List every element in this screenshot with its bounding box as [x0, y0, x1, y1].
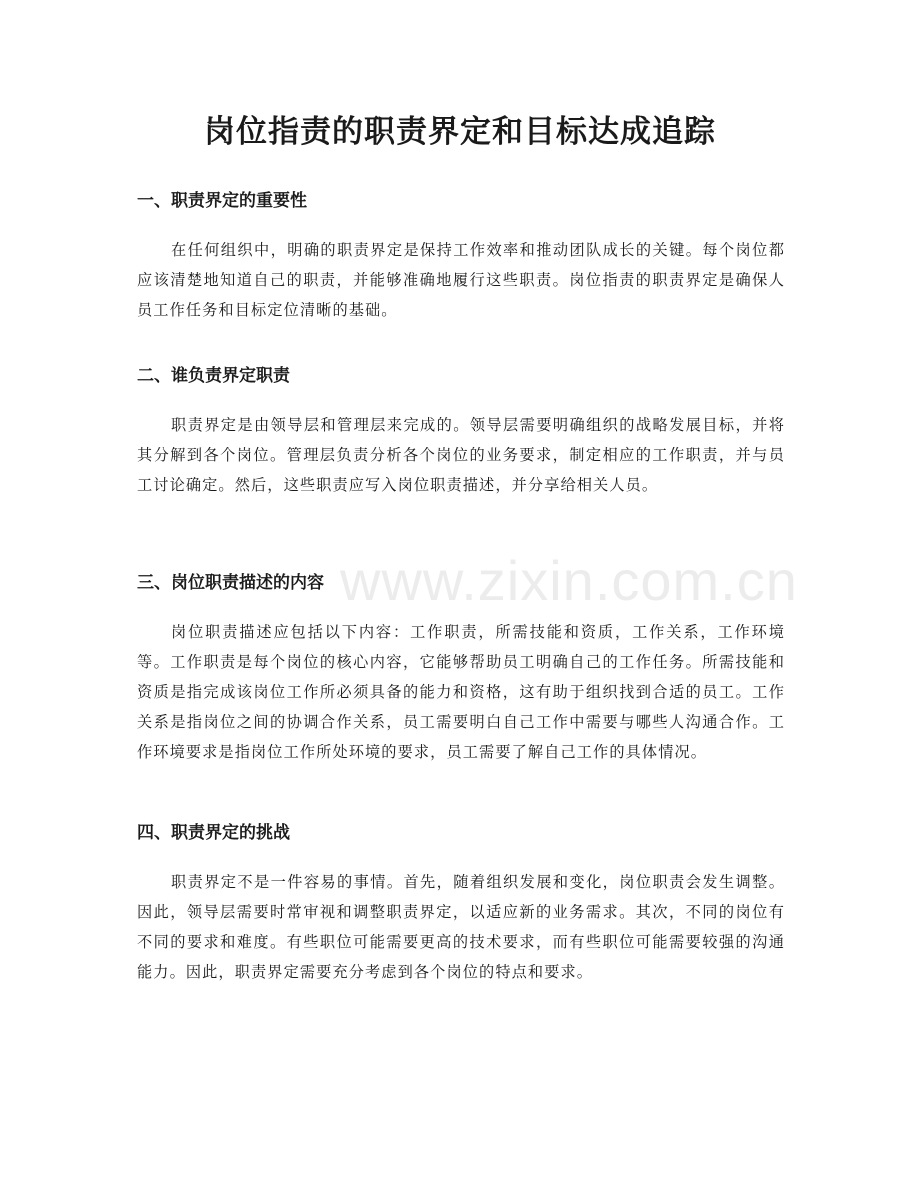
section-heading: 四、职责界定的挑战	[137, 823, 290, 843]
watermark: www.zixin.com.cn	[340, 549, 798, 612]
section-description-content	[137, 569, 785, 767]
section-challenges	[137, 819, 785, 987]
section-paragraph: 岗位职责描述应包括以下内容：工作职责，所需技能和资质，工作关系，工作环境等。工作职责是每个岗位的核心内容，它能够帮助员工明确自己的工作任务。所需技能和资质是指完成该岗位工作所必须具备的能力和资格，这有助于组织找到合适的员工。工作关系是指岗位之间的协调合作关系，员工需要明白自己工作中需要与哪些人沟通合作。工作环境要求是指岗位工作所处环境的要求，员工需要了解自己工作的具体情况。	[137, 623, 785, 761]
section-paragraph: 职责界定不是一件容易的事情。首先，随着组织发展和变化，岗位职责会发生调整。因此，领导层需要时常审视和调整职责界定，以适应新的业务需求。其次，不同的岗位有不同的要求和难度。有些职位可能需要更高的技术要求，而有些职位可能需要较强的沟通能力。因此，职责界定需要充分考虑到各个岗位的特点和要求。	[137, 873, 785, 981]
section-importance	[137, 187, 785, 325]
section-heading: 一、职责界定的重要性	[137, 191, 307, 211]
section-paragraph: 职责界定是由领导层和管理层来完成的。领导层需要明确组织的战略发展目标，并将其分解到各个岗位。管理层负责分析各个岗位的业务要求，制定相应的工作职责，并与员工讨论确定。然后，这些职责应写入岗位职责描述，并分享给相关人员。	[137, 416, 785, 494]
section-heading: 二、谁负责界定职责	[137, 366, 290, 386]
document-title: 岗位指责的职责界定和目标达成追踪	[204, 114, 716, 150]
section-who-defines	[137, 362, 785, 500]
section-heading: 三、岗位职责描述的内容	[137, 573, 324, 593]
section-paragraph: 在任何组织中，明确的职责界定是保持工作效率和推动团队成长的关键。每个岗位都应该清楚地知道自己的职责，并能够准确地履行这些职责。岗位指责的职责界定是确保人员工作任务和目标定位清晰的基础。	[137, 241, 785, 319]
